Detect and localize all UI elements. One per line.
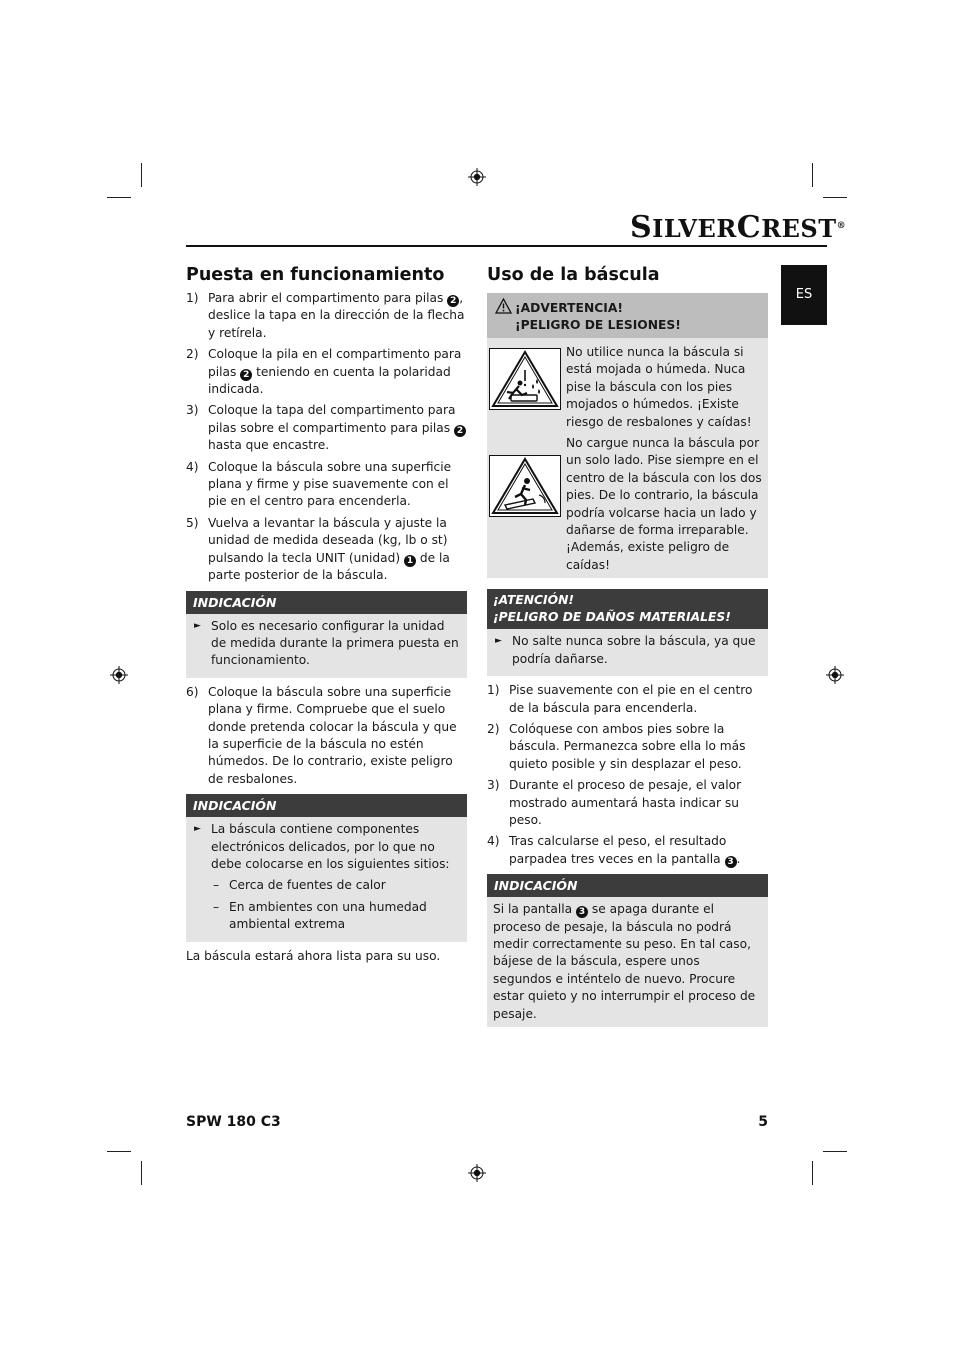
note-box xyxy=(487,874,768,1027)
list-item: 2) Colóquese con ambos pies sobre la báscula. Permanezca sobre ella lo más quieto posible y sin desplazar el peso. xyxy=(487,721,746,771)
reference-number: 3 xyxy=(725,856,737,868)
list-item: 3) Durante el proceso de pesaje, el valor mostrado aumentará hasta indicar su peso. xyxy=(487,778,742,827)
note-box xyxy=(186,794,467,941)
attention-box xyxy=(487,589,768,676)
left-column xyxy=(186,263,467,965)
usage-steps xyxy=(487,682,768,868)
note-title: INDICACIÓN xyxy=(186,591,467,614)
list-item: 5) Vuelva a levantar la báscula y ajuste la unidad de medida deseada (kg, lb o st) pulsando la tecla UNIT (unidad) 1 de la parte posterior de la báscula. xyxy=(186,515,450,583)
list-item: 1) Para abrir el compartimento para pilas 2 , deslice la tapa en la dirección de la flecha y retírela. xyxy=(186,291,465,340)
attention-title: ¡ATENCIÓN! ¡PELIGRO DE DAÑOS MATERIALES! xyxy=(487,589,768,629)
language-tab: ES xyxy=(781,265,827,325)
registration-mark-icon xyxy=(110,666,128,684)
tipping-hazard-icon xyxy=(489,455,561,517)
note-title: INDICACIÓN xyxy=(186,794,467,817)
warning-item: No cargue nunca la báscula por un solo lado. Pise siempre en el centro de la báscula con los dos pies. De lo contrario, la báscula podría volcarse hacia un lado y dañarse de forma irreparable. ¡Además, existe peligro de caídas! xyxy=(487,435,768,578)
warning-box xyxy=(487,293,768,578)
setup-steps xyxy=(186,290,467,585)
crop-mark xyxy=(141,1161,142,1185)
registration-mark-icon xyxy=(826,666,844,684)
warning-triangle-icon xyxy=(495,298,512,314)
list-item: 6) Coloque la báscula sobre una superficie plana y firme. Compruebe que el suelo donde pretenda colocar la báscula y que la superficie de la báscula no estén húmedos. De lo contrario, existe peligro de resbalones. xyxy=(186,684,457,786)
list-item: – En ambientes con una humedad ambiental extrema xyxy=(213,899,427,932)
list-item: ► La báscula contiene componentes electrónicos delicados, por lo que no debe colocarse en los siguientes sitios: xyxy=(194,822,450,871)
reference-number: 2 xyxy=(454,425,466,437)
section-heading: Puesta en funcionamiento xyxy=(186,265,445,285)
registration-mark-icon xyxy=(468,1164,486,1182)
crop-mark xyxy=(107,197,131,198)
header-rule xyxy=(186,245,827,247)
setup-steps-continued xyxy=(186,684,467,788)
wet-slip-hazard-icon xyxy=(489,348,561,410)
crop-mark xyxy=(823,1151,847,1152)
crop-mark xyxy=(812,163,813,187)
section-heading: Uso de la báscula xyxy=(487,265,660,285)
list-item: 3) Coloque la tapa del compartimento para pilas sobre el compartimento para pilas 2 hasta que encastre. xyxy=(186,402,467,454)
bullet-arrow-icon: ► xyxy=(194,620,201,631)
page-number: 5 xyxy=(758,1114,768,1130)
warning-title: ¡ADVERTENCIA! ¡PELIGRO DE LESIONES! xyxy=(487,293,768,338)
note-box xyxy=(186,591,467,678)
list-item: – Cerca de fuentes de calor xyxy=(213,878,386,893)
list-item: 4) Coloque la báscula sobre una superficie plana y firme y pise suavemente con el pie en el centro para encenderla. xyxy=(186,459,452,509)
registration-mark-icon xyxy=(468,168,486,186)
bullet-arrow-icon: ► xyxy=(495,636,502,647)
note-title: INDICACIÓN xyxy=(487,874,768,897)
crop-mark xyxy=(107,1151,131,1152)
warning-item: No utilice nunca la báscula si está mojada o húmeda. Nuca pise la báscula con los pies mojados o húmedos. ¡Existe riesgo de resbalones y caídas! xyxy=(487,338,768,435)
model-number: SPW 180 C3 xyxy=(186,1114,281,1130)
crop-mark xyxy=(812,1161,813,1185)
list-item: 2) Coloque la pila en el compartimento para pilas 2 teniendo en cuenta la polaridad indicada. xyxy=(186,347,462,397)
right-column xyxy=(487,263,768,1033)
reference-number: 2 xyxy=(240,369,252,381)
list-item: 1) Pise suavemente con el pie en el centro de la báscula para encenderla. xyxy=(487,683,753,715)
list-item: ► Solo es necesario configurar la unidad de medida durante la primera puesta en funcionamiento. xyxy=(194,618,459,668)
bullet-arrow-icon: ► xyxy=(194,824,201,835)
reference-number: 1 xyxy=(404,555,416,567)
list-item: 4) Tras calcularse el peso, el resultado parpadea tres veces en la pantalla 3 . xyxy=(487,834,741,867)
closing-text: La báscula estará ahora lista para su uso. xyxy=(186,948,441,963)
crop-mark xyxy=(823,197,847,198)
reference-number: 3 xyxy=(576,906,588,918)
brand-logo: SILVERCREST® xyxy=(630,210,847,245)
crop-mark xyxy=(141,163,142,187)
list-item: ► No salte nunca sobre la báscula, ya que podría dañarse. xyxy=(495,634,756,666)
reference-number: 2 xyxy=(447,295,459,307)
note-text: Si la pantalla 3 se apaga durante el proceso de pesaje, la báscula no podrá medir correctamente su peso. En tal caso, bájese de la báscula, espere unos segundos e inténtelo de nuevo. Procure estar quieto y no interrumpir el proceso de pesaje. xyxy=(493,902,756,1021)
